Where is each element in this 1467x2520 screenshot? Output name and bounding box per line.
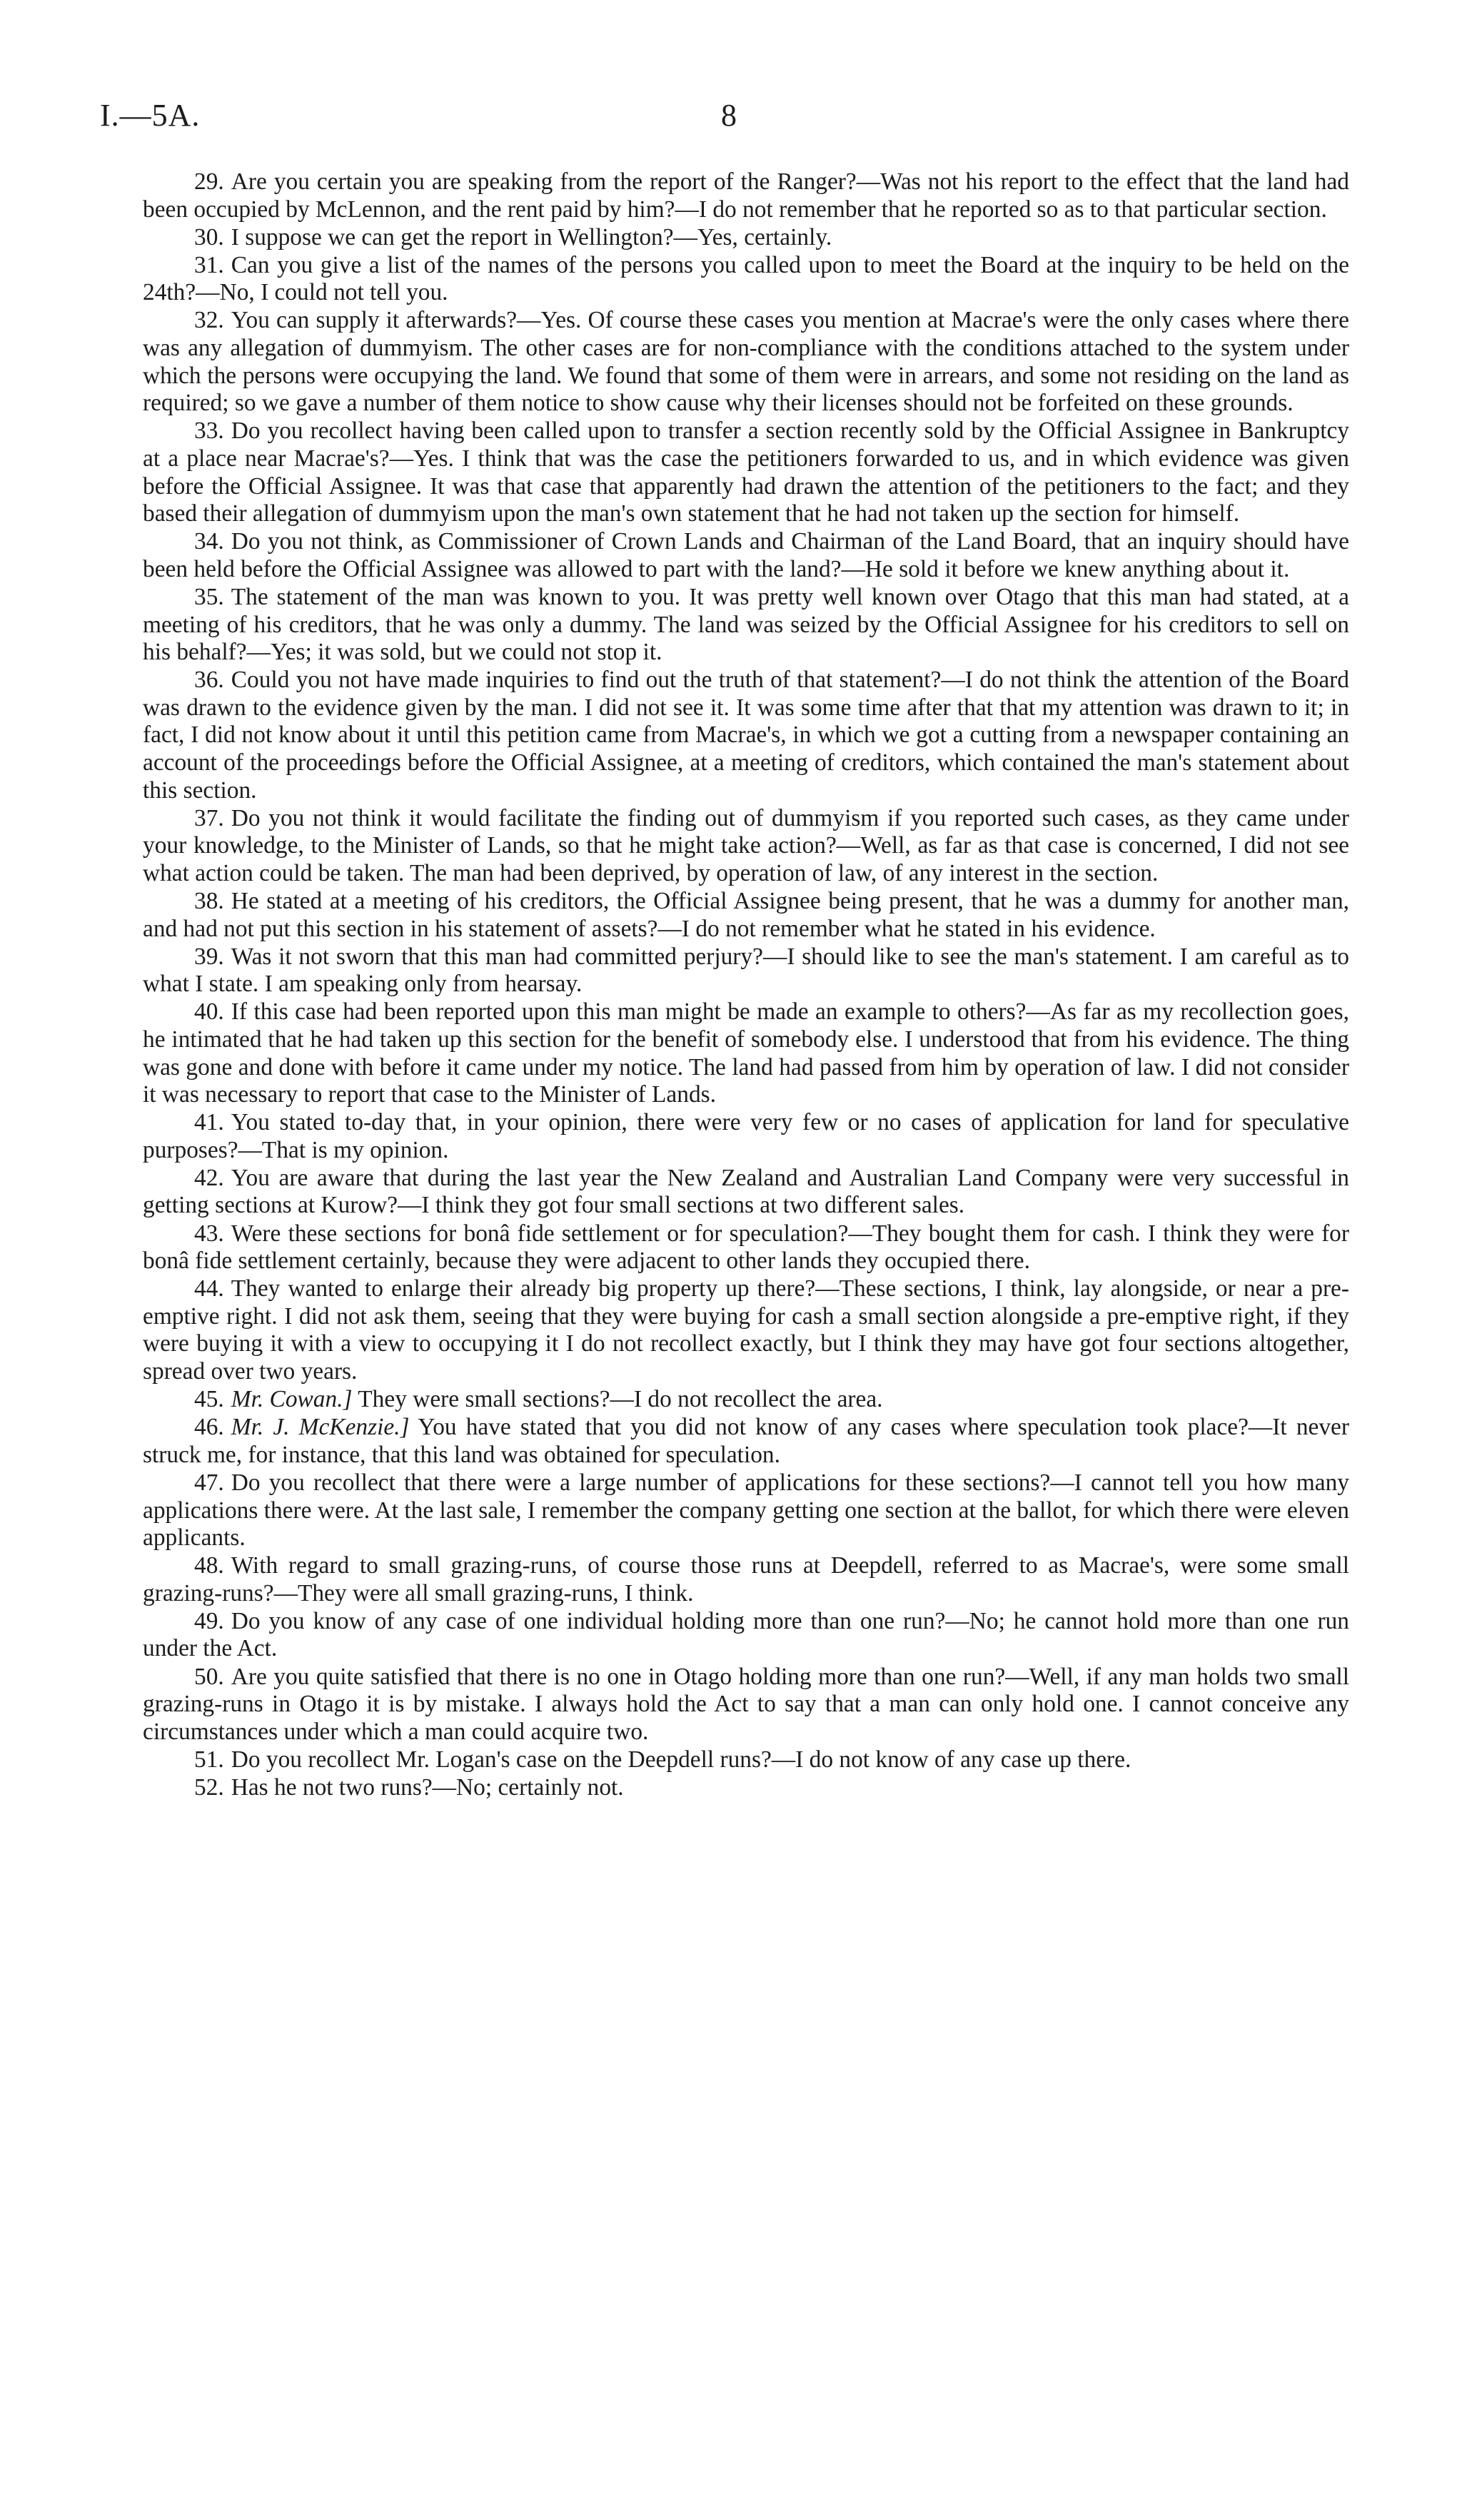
question-answer-text: He stated at a meeting of his creditors, the Official Assignee being present, that he was a dummy for another man, and had not put this section in his statement of assets?—I do not remember what he stated in his evidence.	[143, 887, 1349, 942]
question-answer-text: Was it not sworn that this man had committed perjury?—I should like to see the man's statement. I am careful as to what I state. I am speaking only from hearsay.	[143, 943, 1349, 998]
question-answer-paragraph	[143, 252, 1349, 307]
question-answer-paragraph	[143, 1664, 1349, 1746]
question-answer-text: They were small sections?—I do not recollect the area.	[358, 1386, 883, 1413]
question-number: 29.	[194, 168, 224, 195]
question-number: 51.	[194, 1746, 224, 1773]
question-answer-text: Are you quite satisfied that there is no one in Otago holding more than one run?—Well, if any man holds two small grazing-runs in Otago it is by mistake. I always hold the Act to say that a man can only hold one. I cannot conceive any circumstances under which a man could acquire two.	[143, 1663, 1349, 1745]
question-number: 32.	[194, 307, 224, 334]
question-answer-text: With regard to small grazing-runs, of course those runs at Deepdell, referred to as Macrae's, were some small grazing-runs?—They were all small grazing-runs, I think.	[143, 1552, 1349, 1606]
question-answer-paragraph	[143, 1414, 1349, 1469]
question-number: 33.	[194, 418, 224, 445]
question-number: 40.	[194, 998, 224, 1026]
question-number: 45.	[194, 1386, 224, 1413]
question-answer-paragraph	[143, 1746, 1349, 1774]
question-number: 39.	[194, 943, 224, 970]
question-number: 49.	[194, 1607, 224, 1634]
question-answer-paragraph	[143, 998, 1349, 1108]
question-answer-text: If this case had been reported upon this man might be made an example to others?—As far as my recollection goes, he intimated that he had taken up this section for the benefit of somebody else. I understood that from his evidence. The thing was gone and done with before it came under my notice. The land had passed from him by operation of law. I did not consider it was necessary to report that case to the Minister of Lands.	[143, 998, 1349, 1108]
question-answer-paragraph	[143, 528, 1349, 583]
question-answer-text: I suppose we can get the report in Wellington?—Yes, certainly.	[231, 223, 832, 251]
question-number: 38.	[194, 887, 224, 914]
speaker-label: Mr. Cowan.]	[231, 1386, 353, 1413]
question-answer-paragraph	[143, 418, 1349, 527]
question-number: 41.	[194, 1109, 224, 1136]
question-number: 47.	[194, 1469, 224, 1496]
question-answer-paragraph	[143, 1774, 1349, 1802]
question-answer-paragraph	[143, 1109, 1349, 1164]
question-answer-paragraph	[143, 888, 1349, 943]
question-answer-paragraph	[143, 307, 1349, 417]
question-number: 52.	[194, 1773, 224, 1801]
question-answer-paragraph	[143, 943, 1349, 998]
question-answer-text: Has he not two runs?—No; certainly not.	[231, 1773, 624, 1801]
question-answer-text: Can you give a list of the names of the persons you called upon to meet the Board at the inquiry to be held on the 24th?—No, I could not tell you.	[143, 251, 1349, 306]
question-answer-text: You stated to-day that, in your opinion, there were very few or no cases of application for land for speculative purposes?—That is my opinion.	[143, 1109, 1349, 1163]
question-number: 30.	[194, 223, 224, 251]
question-number: 48.	[194, 1552, 224, 1579]
page-number: 8	[721, 98, 737, 133]
question-answer-paragraph	[143, 1220, 1349, 1275]
question-answer-text: Do you not think it would facilitate the finding out of dummyism if you reported such cases, as they came under your knowledge, to the Minister of Lands, so that he might take action?—Well, as far as that case is concerned, I did not see what action could be taken. The man had been deprived, by operation of law, of any interest in the section.	[143, 804, 1349, 886]
question-answer-text: Are you certain you are speaking from the report of the Ranger?—Was not his report to the effect that the land had been occupied by McLennon, and the rent paid by him?—I do not remember that he reported so as to that particular section.	[143, 168, 1349, 223]
question-answer-text: You can supply it afterwards?—Yes. Of course these cases you mention at Macrae's were the only cases where there was any allegation of dummyism. The other cases are for non-compliance with the conditions attached to the system under which the persons were occupying the land. We found that some of them were in arrears, and some not residing on the land as required; so we gave a number of them notice to show cause why their licenses should not be forfeited on these grounds.	[143, 307, 1349, 417]
question-answer-text: You have stated that you did not know of any cases where speculation took place?—It never struck me, for instance, that this land was obtained for speculation.	[143, 1414, 1349, 1468]
question-answer-paragraph	[143, 805, 1349, 888]
question-answer-text: Do you not think, as Commissioner of Crown Lands and Chairman of the Land Board, that an inquiry should have been held before the Official Assignee was allowed to part with the land?—He sold it before we knew anything about it.	[143, 528, 1349, 582]
question-answer-text: Do you recollect having been called upon to transfer a section recently sold by the Official Assignee in Bankruptcy at a place near Macrae's?—Yes. I think that was the case the petitioners forwarded to us, and in which evidence was given before the Official Assignee. It was that case that apparently had drawn the attention of the petitioners to the fact; and they based their allegation of dummyism upon the man's own statement that he had not taken up the section for himself.	[143, 418, 1349, 527]
question-number: 50.	[194, 1663, 224, 1690]
question-answer-text: Do you recollect that there were a large number of applications for these sections?—I cannot tell you how many applications there were. At the last sale, I remember the company getting one section at the ballot, for which there were eleven applicants.	[143, 1469, 1349, 1552]
question-answer-paragraph	[143, 224, 1349, 252]
question-answer-paragraph	[143, 667, 1349, 804]
question-number: 43.	[194, 1220, 224, 1247]
document-reference: I.—5A.	[100, 98, 201, 133]
question-answer-text: Do you recollect Mr. Logan's case on the Deepdell runs?—I do not know of any case up there.	[231, 1746, 1131, 1773]
question-number: 46.	[194, 1414, 224, 1441]
question-answer-paragraph	[143, 1552, 1349, 1607]
question-number: 35.	[194, 583, 224, 610]
question-answer-paragraph	[143, 584, 1349, 667]
question-number: 31.	[194, 251, 224, 278]
question-number: 44.	[194, 1275, 224, 1302]
question-answer-paragraph	[143, 1386, 1349, 1414]
question-answer-text: Do you know of any case of one individual holding more than one run?—No; he cannot hold more than one run under the Act.	[143, 1607, 1349, 1662]
question-answer-text: The statement of the man was known to you. It was pretty well known over Otago that this man had stated, at a meeting of his creditors, that he was only a dummy. The land was seized by the Official Assignee for his creditors to sell on his behalf?—Yes; it was sold, but we could not stop it.	[143, 583, 1349, 666]
question-answer-text: Were these sections for bonâ fide settlement or for speculation?—They bought them for cash. I think they were for bonâ fide settlement certainly, because they were adjacent to other lands they occupied there.	[143, 1220, 1349, 1275]
testimony-body	[143, 168, 1349, 1802]
question-answer-text: You are aware that during the last year the New Zealand and Australian Land Company were very successful in getting sections at Kurow?—I think they got four small sections at two different sales.	[143, 1164, 1349, 1219]
speaker-label: Mr. J. McKenzie.]	[231, 1414, 410, 1441]
question-answer-text: They wanted to enlarge their already big property up there?—These sections, I think, lay alongside, or near a pre-emptive right. I did not ask them, seeing that they were buying for cash a small section alongside a pre-emptive right, if they were buying it with a view to occupying it I do not recollect exactly, but I think they may have got four sections altogether, spread over two years.	[143, 1275, 1349, 1385]
question-number: 42.	[194, 1164, 224, 1191]
page-header	[100, 97, 1378, 154]
question-answer-paragraph	[143, 1275, 1349, 1385]
question-answer-text: Could you not have made inquiries to find out the truth of that statement?—I do not think the attention of the Board was drawn to the evidence given by the man. I did not see it. It was some time after that that my attention was drawn to it; in fact, I did not know about it until this petition came from Macrae's, in which we got a cutting from a newspaper containing an account of the proceedings before the Official Assignee, at a meeting of creditors, which contained the man's statement about this section.	[143, 667, 1349, 804]
question-number: 37.	[194, 804, 224, 831]
question-number: 36.	[194, 667, 224, 694]
question-answer-paragraph	[143, 1608, 1349, 1663]
question-answer-paragraph	[143, 1165, 1349, 1220]
question-number: 34.	[194, 528, 224, 555]
question-answer-paragraph	[143, 168, 1349, 223]
question-answer-paragraph	[143, 1469, 1349, 1552]
